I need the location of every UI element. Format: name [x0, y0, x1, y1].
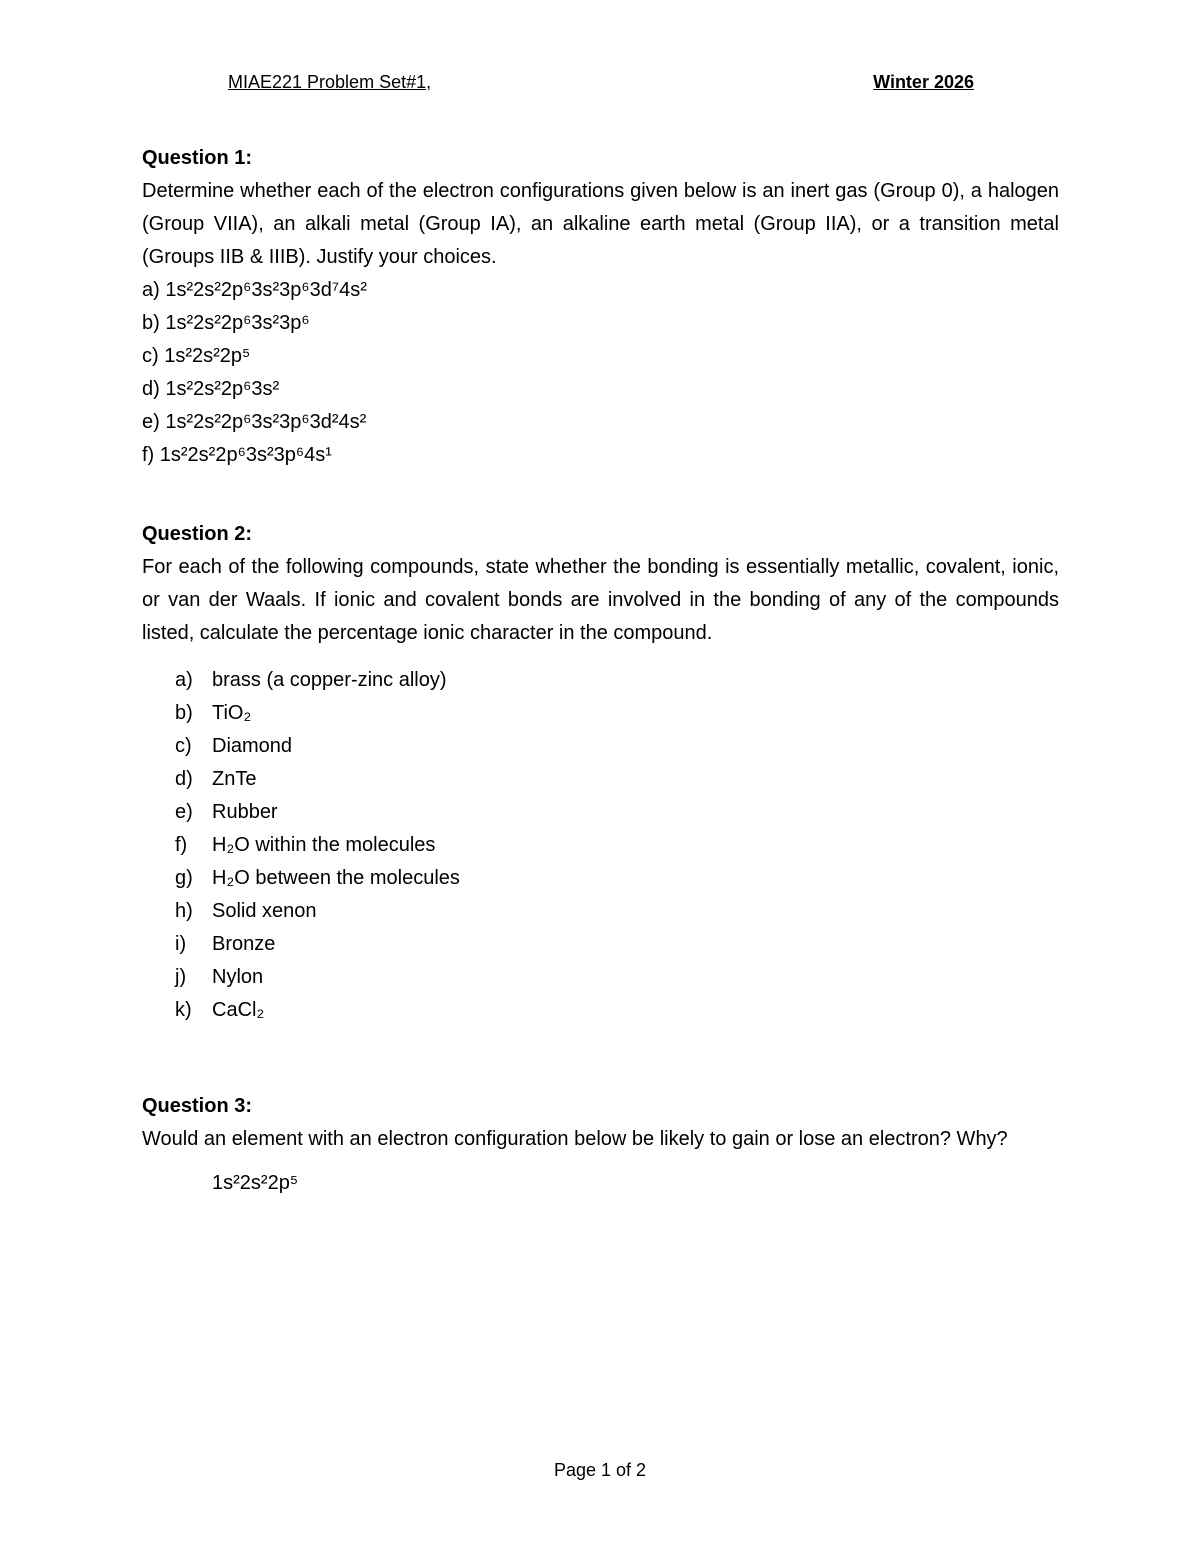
list-text: H₂O within the molecules: [212, 834, 436, 856]
list-letter: i): [175, 933, 187, 955]
compound-list: [142, 664, 1059, 1027]
list-text: Nylon: [212, 966, 264, 988]
list-text: Rubber: [212, 801, 278, 823]
compound-item-k: [142, 994, 1059, 1027]
list-text: Solid xenon: [212, 900, 317, 922]
config-item-f: f) 1s²2s²2p⁶3s²3p⁶4s¹: [142, 444, 332, 466]
config-item-a: a) 1s²2s²2p⁶3s²3p⁶3d⁷4s²: [142, 279, 367, 301]
compound-item-i: [142, 928, 1059, 961]
question-3-title: Question 3:: [142, 1095, 253, 1117]
compound-item-h: [142, 895, 1059, 928]
list-letter: j): [175, 966, 187, 988]
question-1: [142, 142, 1059, 472]
question-2: [142, 518, 1059, 1027]
question-2-title: Question 2:: [142, 523, 253, 545]
compound-item-d: [142, 763, 1059, 796]
list-text: brass (a copper-zinc alloy): [212, 669, 447, 691]
compound-item-e: [142, 796, 1059, 829]
page-header: [228, 72, 974, 98]
config-item-e: e) 1s²2s²2p⁶3s²3p⁶3d²4s²: [142, 411, 367, 433]
list-letter: h): [175, 900, 193, 922]
question-1-body: Determine whether each of the electron configurations given below is an inert gas (Group 0), a halogen (Group VIIA), an alkali metal (Group IA), an alkaline earth metal (Group IIA), or a transition metal (Groups IIB & IIIB). Justify your choices.: [142, 180, 1059, 268]
question-3: [142, 1090, 1059, 1200]
list-text: Diamond: [212, 735, 293, 757]
compound-item-b: [142, 697, 1059, 730]
term-label: Winter 2026: [873, 72, 974, 92]
list-letter: k): [175, 999, 192, 1021]
list-text: CaCl₂: [212, 999, 265, 1021]
list-letter: d): [175, 768, 193, 790]
question-3-body: Would an element with an electron configuration below be likely to gain or lose an electron? Why?: [142, 1128, 1008, 1150]
list-letter: f): [175, 834, 188, 856]
list-letter: a): [175, 669, 193, 691]
question-1-title: Question 1:: [142, 147, 253, 169]
list-letter: g): [175, 867, 193, 889]
course-title: MIAE221 Problem Set#1,: [228, 72, 432, 92]
compound-item-c: [142, 730, 1059, 763]
compound-item-g: [142, 862, 1059, 895]
list-text: TiO₂: [212, 702, 252, 724]
list-text: Bronze: [212, 933, 276, 955]
compound-item-f: [142, 829, 1059, 862]
question-3-configuration: 1s²2s²2p⁵: [212, 1172, 299, 1194]
question-2-body: For each of the following compounds, state whether the bonding is essentially metallic, covalent, ionic, or van der Waals. If ionic and covalent bonds are involved in the bonding of any of the compounds listed, calculate the percentage ionic character in the compound.: [142, 556, 1059, 644]
list-letter: e): [175, 801, 193, 823]
config-item-c: c) 1s²2s²2p⁵: [142, 345, 251, 367]
page-content: [142, 142, 1059, 1200]
config-item-b: b) 1s²2s²2p⁶3s²3p⁶: [142, 312, 310, 334]
list-letter: b): [175, 702, 193, 724]
list-text: ZnTe: [212, 768, 257, 790]
page-number: Page 1 of 2: [553, 1460, 647, 1480]
compound-item-a: [142, 664, 1059, 697]
config-item-d: d) 1s²2s²2p⁶3s²: [142, 378, 280, 400]
list-letter: c): [175, 735, 192, 757]
compound-item-j: [142, 961, 1059, 994]
list-text: H₂O between the molecules: [212, 867, 460, 889]
